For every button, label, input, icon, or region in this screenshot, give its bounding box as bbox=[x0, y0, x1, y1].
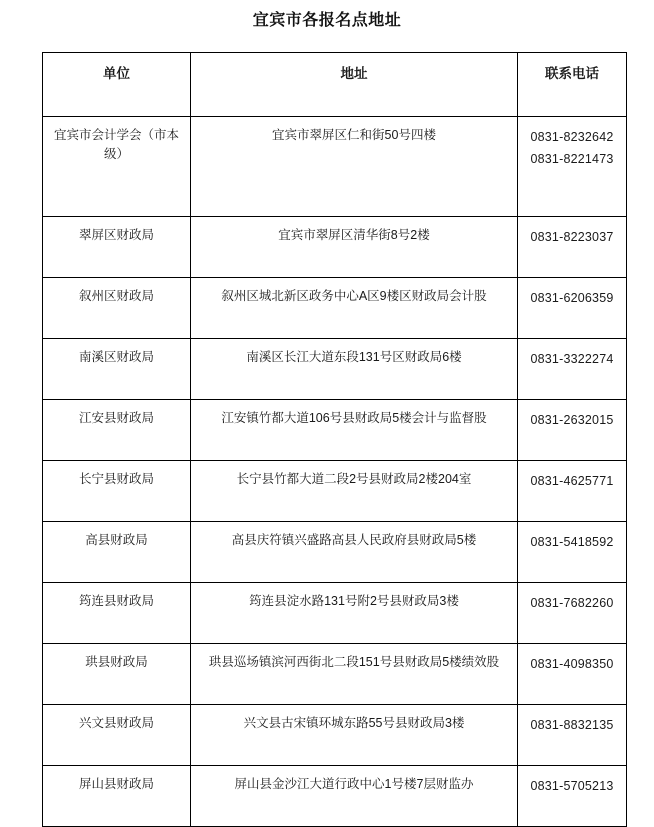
table-row bbox=[43, 217, 627, 278]
cell-phone bbox=[518, 461, 627, 522]
cell-address: 江安镇竹都大道106号县财政局5楼会计与监督股 bbox=[191, 400, 518, 461]
column-header-phone: 联系电话 bbox=[518, 53, 627, 117]
cell-unit: 筠连县财政局 bbox=[43, 583, 191, 644]
table-body bbox=[43, 117, 627, 827]
cell-unit: 屏山县财政局 bbox=[43, 766, 191, 827]
cell-phone bbox=[518, 117, 627, 217]
cell-unit: 南溪区财政局 bbox=[43, 339, 191, 400]
cell-address: 南溪区长江大道东段131号区财政局6楼 bbox=[191, 339, 518, 400]
address-table-container bbox=[42, 52, 626, 827]
table-row bbox=[43, 522, 627, 583]
cell-address: 长宁县竹都大道二段2号县财政局2楼204室 bbox=[191, 461, 518, 522]
phone-number: 0831-4098350 bbox=[530, 657, 614, 671]
cell-unit: 珙县财政局 bbox=[43, 644, 191, 705]
cell-phone bbox=[518, 522, 627, 583]
phone-number: 0831-7682260 bbox=[530, 596, 614, 610]
cell-address: 宜宾市翠屏区清华街8号2楼 bbox=[191, 217, 518, 278]
cell-phone bbox=[518, 766, 627, 827]
table-row bbox=[43, 339, 627, 400]
phone-number: 0831-8832135 bbox=[530, 718, 614, 732]
phone-number: 0831-3322274 bbox=[530, 352, 614, 366]
phone-number: 0831-5418592 bbox=[530, 535, 614, 549]
cell-phone bbox=[518, 705, 627, 766]
table-header bbox=[43, 53, 627, 117]
cell-address: 宜宾市翠屏区仁和街50号四楼 bbox=[191, 117, 518, 217]
cell-unit: 兴文县财政局 bbox=[43, 705, 191, 766]
table-row bbox=[43, 583, 627, 644]
page-title: 宜宾市各报名点地址 bbox=[252, 12, 402, 29]
cell-phone bbox=[518, 339, 627, 400]
column-header-unit: 单位 bbox=[43, 53, 191, 117]
table-row bbox=[43, 278, 627, 339]
table-header-row bbox=[43, 53, 627, 117]
phone-number: 0831-8232642 bbox=[530, 130, 614, 144]
phone-number: 0831-6206359 bbox=[530, 291, 614, 305]
cell-unit: 翠屏区财政局 bbox=[43, 217, 191, 278]
cell-address: 屏山县金沙江大道行政中心1号楼7层财监办 bbox=[191, 766, 518, 827]
cell-phone bbox=[518, 217, 627, 278]
cell-address: 高县庆符镇兴盛路高县人民政府县财政局5楼 bbox=[191, 522, 518, 583]
cell-address: 珙县巡场镇滨河西街北二段151号县财政局5楼绩效股 bbox=[191, 644, 518, 705]
phone-number: 0831-5705213 bbox=[530, 779, 614, 793]
phone-number: 0831-2632015 bbox=[530, 413, 614, 427]
phone-number: 0831-8223037 bbox=[530, 230, 614, 244]
column-header-address: 地址 bbox=[191, 53, 518, 117]
table-row bbox=[43, 644, 627, 705]
cell-phone bbox=[518, 400, 627, 461]
cell-address: 兴文县古宋镇环城东路55号县财政局3楼 bbox=[191, 705, 518, 766]
cell-unit: 叙州区财政局 bbox=[43, 278, 191, 339]
cell-phone bbox=[518, 644, 627, 705]
registration-sites-table bbox=[42, 52, 627, 827]
table-row bbox=[43, 400, 627, 461]
table-row bbox=[43, 705, 627, 766]
cell-address: 叙州区城北新区政务中心A区9楼区财政局会计股 bbox=[191, 278, 518, 339]
table-row bbox=[43, 766, 627, 827]
cell-address: 筠连县淀水路131号附2号县财政局3楼 bbox=[191, 583, 518, 644]
phone-number: 0831-8221473 bbox=[530, 152, 614, 166]
cell-phone bbox=[518, 278, 627, 339]
phone-number: 0831-4625771 bbox=[530, 474, 614, 488]
table-row bbox=[43, 117, 627, 217]
table-row bbox=[43, 461, 627, 522]
cell-unit: 江安县财政局 bbox=[43, 400, 191, 461]
cell-unit: 高县财政局 bbox=[43, 522, 191, 583]
cell-phone bbox=[518, 583, 627, 644]
cell-unit: 宜宾市会计学会（市本级） bbox=[43, 117, 191, 217]
cell-unit: 长宁县财政局 bbox=[43, 461, 191, 522]
